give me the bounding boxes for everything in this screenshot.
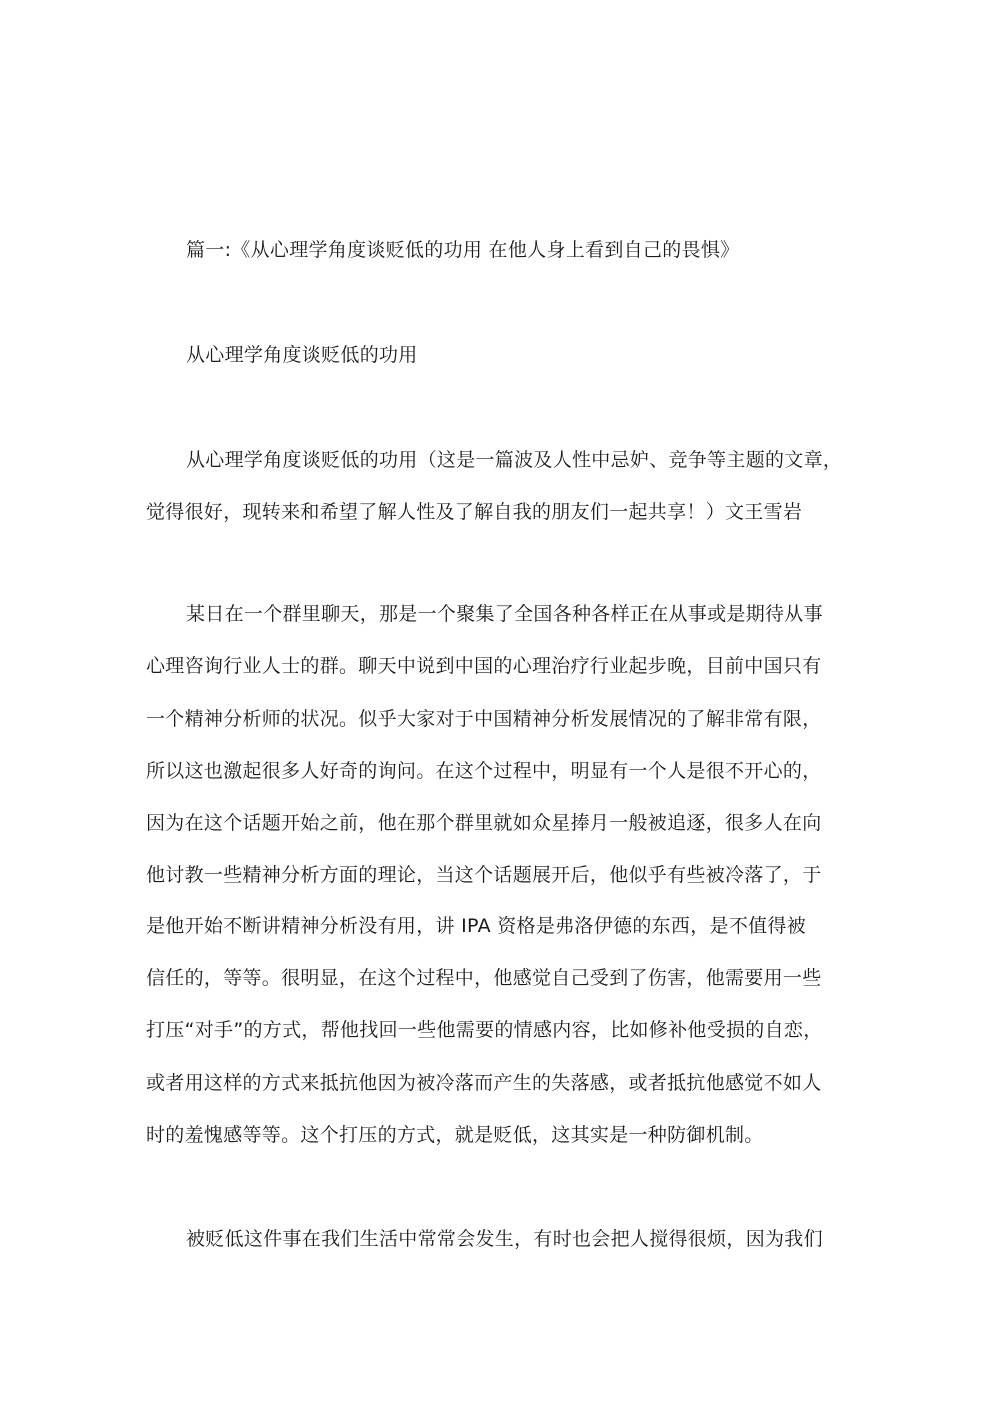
paragraph-line: 心理咨询行业人士的群。聊天中说到中国的心理治疗行业起步晚，目前中国只有 (146, 655, 822, 677)
paragraph-line: 是他开始不断讲精神分析没有用，讲 IPA 资格是弗洛伊德的东西，是不值得被 (146, 915, 807, 937)
document-subtitle: 从心理学角度谈贬低的功用 (186, 344, 418, 366)
intro-line: 从心理学角度谈贬低的功用（这是一篇波及人性中忌妒、竞争等主题的文章， (186, 449, 843, 471)
paragraph-line: 时的羞愧感等等。这个打压的方式，就是贬低，这其实是一种防御机制。 (146, 1124, 764, 1146)
paragraph-line: 打压“对手”的方式，帮他找回一些他需要的情感内容，比如修补他受损的自恋， (146, 1019, 823, 1041)
paragraph-line: 因为在这个话题开始之前，他在那个群里就如众星捧月一般被追逐，很多人在向 (146, 812, 822, 834)
paragraph-line: 信任的，等等。很明显，在这个过程中，他感觉自己受到了伤害，他需要用一些 (146, 967, 822, 989)
document-heading: 篇一:《从心理学角度谈贬低的功用 在他人身上看到自己的畏惧》 (186, 239, 740, 261)
paragraph-line: 或者用这样的方式来抵抗他因为被冷落而产生的失落感，或者抵抗他感觉不如人 (146, 1072, 822, 1094)
paragraph-line: 一个精神分析师的状况。似乎大家对于中国精神分析发展情况的了解非常有限， (146, 708, 822, 730)
paragraph-line: 被贬低这件事在我们生活中常常会发生，有时也会把人搅得很烦，因为我们 (186, 1228, 823, 1250)
intro-line: 觉得很好，现转来和希望了解人性及了解自我的朋友们一起共享！）文王雪岩 (146, 501, 803, 523)
paragraph-line: 所以这也激起很多人好奇的询问。在这个过程中，明显有一个人是很不开心的， (146, 760, 822, 782)
paragraph-line: 某日在一个群里聊天，那是一个聚集了全国各种各样正在从事或是期待从事 (186, 603, 823, 625)
paragraph-line: 他讨教一些精神分析方面的理论，当这个话题展开后，他似乎有些被冷落了，于 (146, 864, 822, 886)
